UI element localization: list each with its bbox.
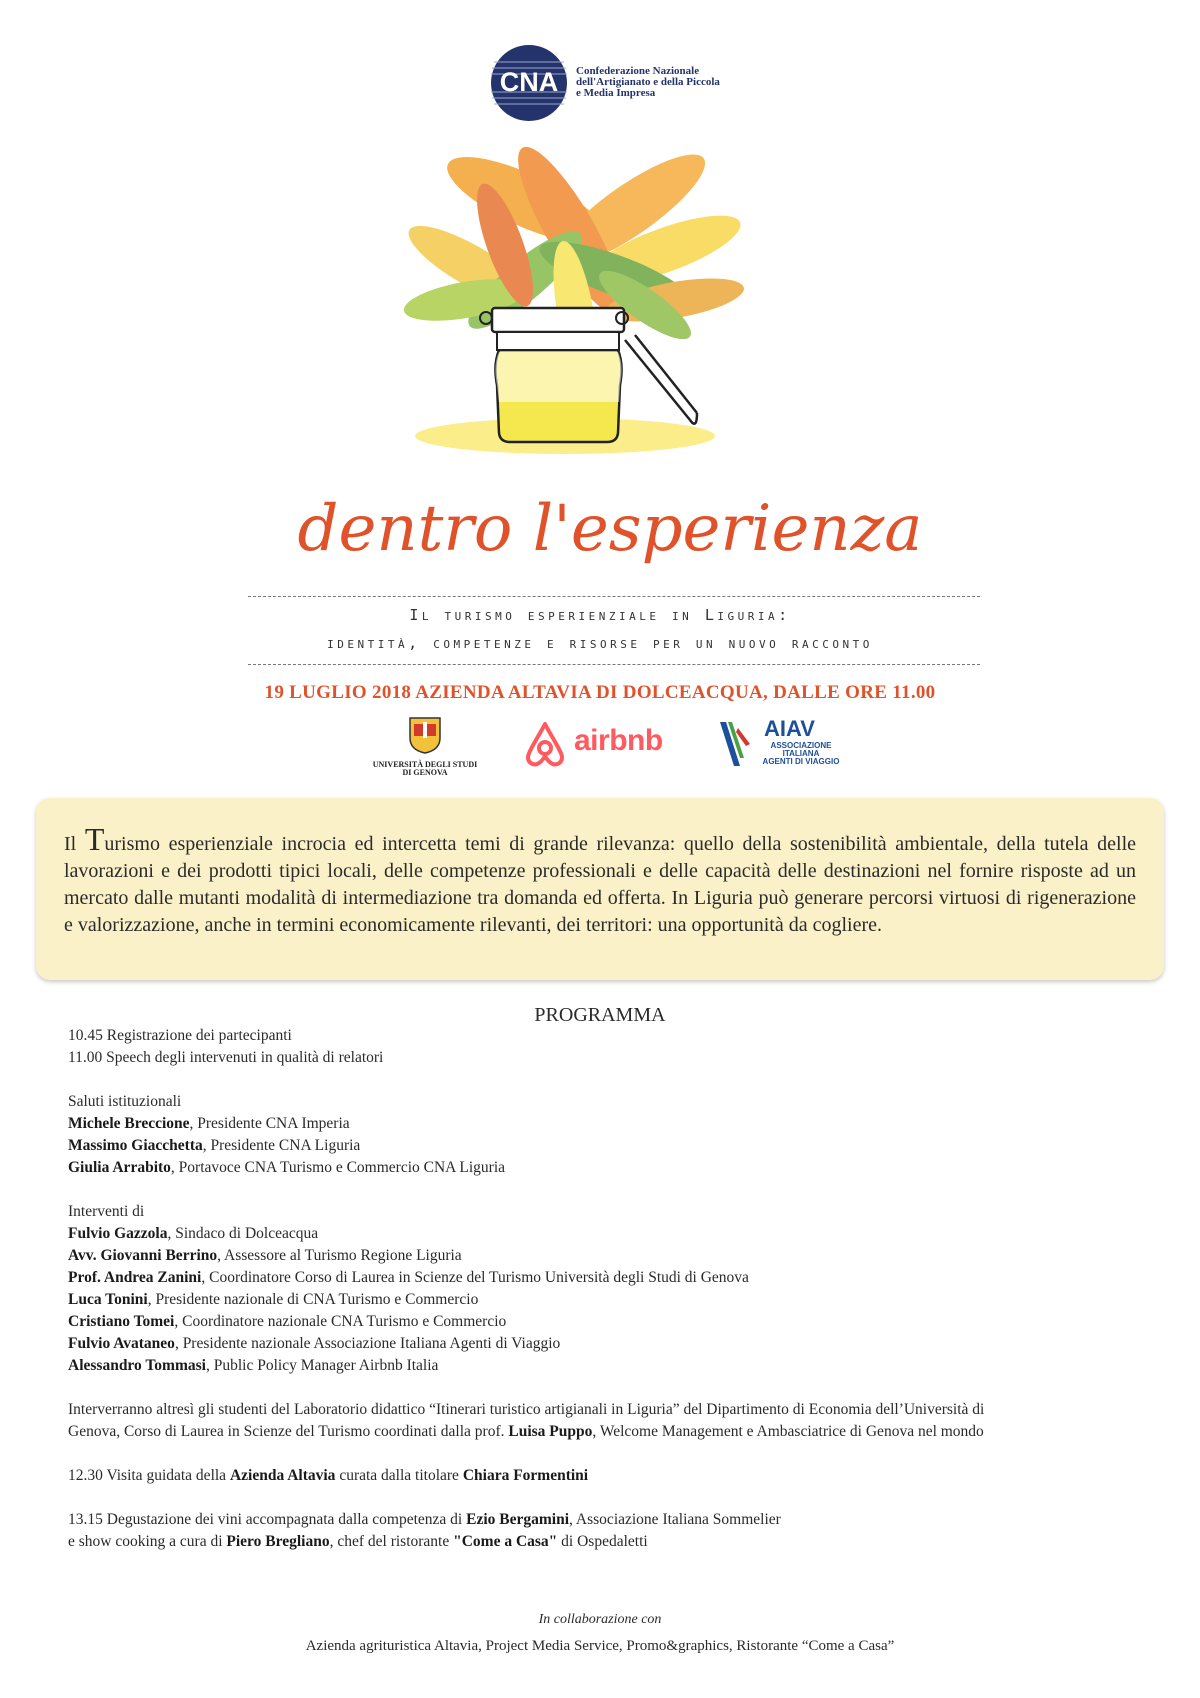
aiav-emblem-icon [716,718,756,770]
event-title [240,488,980,588]
speaker-item: Prof. Andrea Zanini, Coordinatore Corso di Laurea in Scienze del Turismo Università degli Studi di Genova [68,1269,749,1286]
greeting-item: Michele Breccione, Presidente CNA Imperia [68,1115,350,1132]
intro-text: Il Turismo esperienziale incrocia ed intercetta temi di grande rilevanza: quello della sostenibilità ambientale, della tutela delle lavorazioni e dei prodotti tipici locali, delle competenze professionali e delle capacità delle destinazioni nel fornire risposte ad un mercato dalle mutanti modalità di intermediazione tra domanda ed offerta. In Liguria può generare percorsi virtuosi di rigenerazione e valorizzazione, anche in termini economicamente rilevanti, dei territori: una opportunità da cogliere. [64,821,1137,936]
divider [248,596,980,597]
svg-text:dentro l'esperienza: dentro l'esperienza [297,492,923,566]
collab-label: In collaborazione con [538,1612,662,1627]
tasting-item: 13.15 Degustazione dei vini accompagnata dalla competenza di Ezio Bergamini, Associazione Italiana Sommelier [68,1511,781,1528]
speaker-item: Luca Tonini, Presidente nazionale di CNA Turismo e Commercio [68,1291,479,1308]
airbnb-belo-icon [522,720,568,768]
collab-list: Azienda agrituristica Altavia, Project Media Service, Promo&graphics, Ristorante “Come a Casa” [305,1638,895,1654]
event-date-place: 19 LUGLIO 2018 AZIENDA ALTAVIA DI DOLCEACQUA, DALLE ORE 11.00 [264,682,936,703]
greetings-heading: Saluti istituzionali [68,1093,182,1110]
speaker-item: Fulvio Gazzola, Sindaco di Dolceacqua [68,1225,319,1242]
greeting-item: Giulia Arrabito, Portavoce CNA Turismo e Commercio CNA Liguria [68,1159,506,1176]
visit-item: 12.30 Visita guidata della Azienda Altavia curata dalla titolare Chiara Formentini [68,1467,589,1484]
speaker-item: Cristiano Tomei, Coordinatore nazionale CNA Turismo e Commercio [68,1313,507,1330]
students-note: Interverranno altresì gli studenti del Laboratorio didattico “Itinerari turistico artigianali in Liguria” del Dipartimento di Economia dell’Università di [68,1401,985,1418]
speaker-item: Avv. Giovanni Berrino, Assessore al Turismo Regione Liguria [68,1247,462,1264]
speakers-heading: Interventi di [68,1203,145,1220]
cna-logo [490,44,730,124]
divider [248,664,980,665]
unige-logo: UNIVERSITÀ DEGLI STUDI DI GENOVA [360,716,490,778]
students-note: Genova, Corso di Laurea in Scienze del Turismo coordinati dalla prof. Luisa Puppo, Welcome Management e Ambasciatrice di Genova nel mondo [68,1423,984,1440]
cooking-item: e show cooking a cura di Piero Bregliano, chef del ristorante "Come a Casa" di Ospedaletti [68,1533,648,1550]
greeting-item: Massimo Giacchetta, Presidente CNA Liguria [68,1137,361,1154]
svg-text:CNA: CNA [499,67,559,97]
speaker-item: Fulvio Avataneo, Presidente nazionale Associazione Italiana Agenti di Viaggio [68,1335,561,1352]
subtitle-line-2: identità, competenze e risorse per un nuovo racconto [327,634,873,652]
airbnb-logo: airbnb [522,720,682,770]
speaker-item: Alessandro Tommasi, Public Policy Manager Airbnb Italia [68,1357,439,1374]
cna-org-name: Confederazione Nazionale dell'Artigianato e della Piccola e Media Impresa [576,65,720,99]
schedule-item: 10.45 Registrazione dei partecipanti [68,1027,292,1044]
schedule-item: 11.00 Speech degli intervenuti in qualità di relatori [68,1049,384,1066]
program-title: PROGRAMMA [534,1004,666,1026]
cna-emblem-icon [490,44,568,122]
university-shield-icon [408,716,442,754]
jar-with-leaves-illustration [375,140,825,500]
aiav-logo: AIAV ASSOCIAZIONE ITALIANA AGENTI DI VIAGGIO [716,716,846,776]
subtitle-line-1: Il turismo esperienziale in Liguria: [409,606,791,624]
intro-box [36,798,1164,980]
